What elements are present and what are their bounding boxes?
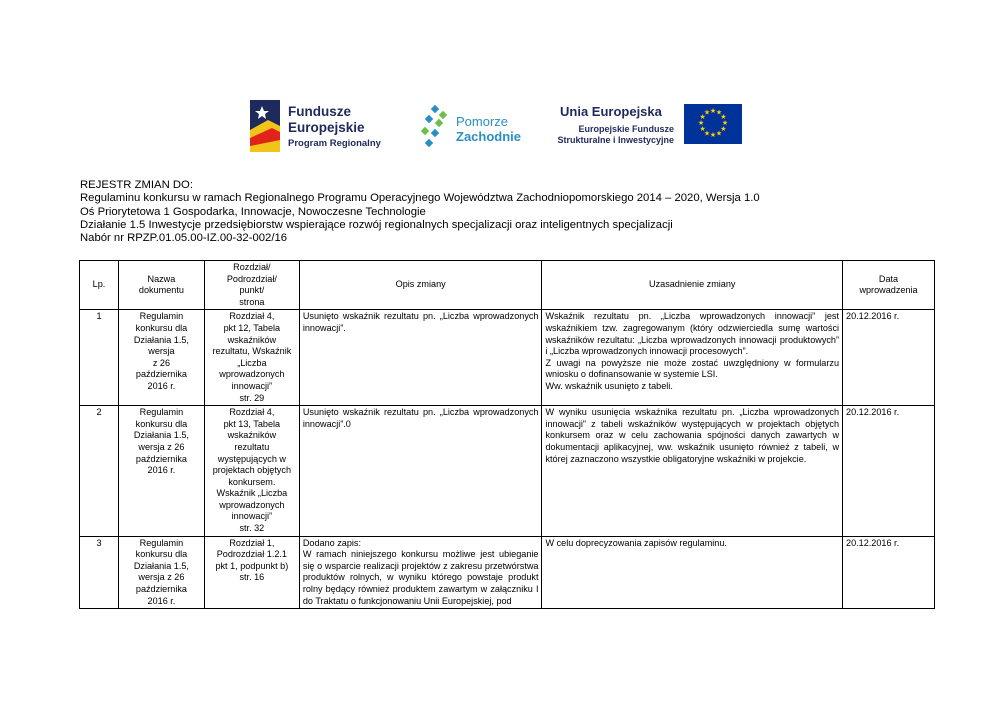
heading-line4: Działanie 1.5 Inwestycje przedsiębiorstw wspierające rozwój regionalnych specjalizacji oraz inteligentnych specjalizacji [80,218,673,231]
row-document [118,310,204,406]
pomorze-zachodnie-logo [418,104,528,152]
header-date-line1: Data [878,273,899,284]
doc-line: Regulamin [139,311,184,322]
header-document-line1: Nazwa [147,273,176,284]
ue-title: Unia Europejska [560,104,662,119]
section-line: str. 29 [239,392,265,403]
header-lp: Lp. [80,261,119,310]
fe-line2: Europejskie [288,120,365,135]
section-line: innowacji” [231,380,273,391]
header-section-line3: punkt/ [239,285,265,296]
svg-text:★: ★ [699,125,706,133]
doc-line: Regulamin [139,537,184,548]
section-line: innowacji” [231,511,273,522]
heading-line3: Oś Priorytetowa 1 Gospodarka, Innowacje, Nowoczesne Technologie [80,205,426,218]
fe-line1: Fundusze [288,104,351,119]
section-line: Rozdział 4, [229,311,275,322]
section-line: pkt 1, podpunkt b) [215,560,289,571]
doc-line: konkursu dla [135,322,188,333]
justification-paragraph: Z uwagi na powyższe nie może zostać uwzględniony w formularzu wniosku o dofinansowanie w systemie LSI. [545,357,840,380]
doc-line: Regulamin [139,407,184,418]
ue-sub-line2: Strukturalne i Inwestycyjne [557,135,674,145]
header-section [204,261,299,310]
description-paragraph: Dodano zapis: [302,537,361,548]
changes-register-table [79,260,935,609]
section-line: wskaźników [227,334,277,345]
svg-text:★: ★ [720,113,727,121]
svg-text:★: ★ [699,113,706,121]
section-line: rezultatu [234,441,270,452]
row-justification: W celu doprecyzowania zapisów regulaminu. [542,536,843,609]
header-justification: Uzasadnienie zmiany [542,261,843,310]
doc-line: 2016 r. [147,595,176,606]
section-line: str. 16 [239,572,265,583]
row-lp: 3 [80,536,119,609]
pomorze-mark-icon [418,104,452,150]
row-lp: 1 [80,310,119,406]
header-section-line4: strona [239,296,265,307]
doc-line: Działania 1.5, [133,430,189,441]
header-section-line1: Rozdział/ [233,262,271,272]
logo-bar [246,94,746,154]
section-line: str. 32 [239,523,265,534]
svg-text:★: ★ [709,107,717,115]
svg-text:★: ★ [703,129,711,138]
row-section [204,536,299,609]
doc-line: wersja z 26 [138,572,185,583]
heading-line5: Nabór nr RPZP.01.05.00-IZ.00-32-002/16 [80,232,288,245]
table-row [80,406,935,537]
doc-line: wersja z 26 [138,441,185,452]
section-line: pkt 13, Tabela [223,418,281,429]
description-paragraph: W ramach niniejszego konkursu możliwe jest ubieganie się o wsparcie realizacji projektów z zakresu przetwórstwa produktów rolnych, w wyniku którego powstaje produkt rolny będący również produktem zawartym w załączniku I do Traktatu o funkcjonowaniu Unii Europejskiej, pod [302,549,539,606]
doc-line: października [135,584,187,595]
doc-line: wersja [148,346,175,357]
header-date [843,261,935,310]
row-lp: 2 [80,406,119,537]
ue-subtitle [552,124,674,146]
doc-line: z 26 [152,357,171,368]
doc-line: konkursu dla [135,549,188,560]
row-date: 20.12.2016 r. [843,406,935,537]
section-line: rezultatu, Wskaźnik [212,346,292,357]
table-row [80,536,935,609]
row-description: Usunięto wskaźnik rezultatu pn. „Liczba wprowadzonych innowacji”. [299,310,542,406]
row-description [299,536,542,609]
section-line: wprowadzonych [219,499,285,510]
section-line: „Liczba [237,357,267,368]
document-heading [80,179,760,245]
doc-line: października [135,369,187,380]
row-section [204,310,299,406]
section-line: wskaźników [227,430,277,441]
section-line: Wskaźnik „Liczba [216,488,288,499]
svg-text:★: ★ [703,108,711,117]
section-line: wprowadzonych [219,369,285,380]
doc-line: 2016 r. [147,380,176,391]
fundusze-europejskie-logo [246,98,396,154]
svg-text:★: ★ [697,119,705,127]
doc-line: Działania 1.5, [133,334,189,345]
ue-sub-line1: Europejskie Fundusze [578,124,674,134]
section-line: pkt 12, Tabela [223,322,281,333]
pz-line1: Pomorze [456,114,509,129]
pz-line2: Zachodnie [456,129,522,144]
section-line: Rozdział 1, [229,537,275,548]
doc-line: października [135,453,187,464]
doc-line: konkursu dla [135,418,188,429]
row-justification [542,310,843,406]
row-document [118,406,204,537]
justification-paragraph: Wskaźnik rezultatu pn. „Liczba wprowadzonych innowacji” jest wskaźnikiem tzw. zagregowanym (który odzwierciedla sumę wartości wskaźników rezultatu: „Liczba wprowadzonych innowacji produktowych” i „Liczba wprowadzonych innowacji procesowych”. [545,311,840,357]
row-date: 20.12.2016 r. [843,310,935,406]
unia-europejska-logo [552,100,746,152]
section-line: występujących w [217,453,286,464]
fe-subtitle: Program Regionalny [288,138,381,149]
section-line: konkursem. [228,476,276,487]
heading-line1: REJESTR ZMIAN DO: [80,179,193,191]
row-description: Usunięto wskaźnik rezultatu pn. „Liczba wprowadzonych innowacji”.0 [299,406,542,537]
header-description: Opis zmiany [299,261,542,310]
doc-line: Działania 1.5, [133,560,189,571]
eu-flag-icon [684,104,742,144]
table-header-row [80,261,935,310]
svg-text:★: ★ [721,119,729,127]
header-section-line2: Podrozdział/ [226,273,277,284]
doc-line: 2016 r. [147,465,176,476]
svg-text:★: ★ [720,125,727,133]
svg-text:★: ★ [715,129,723,138]
header-document [118,261,204,310]
justification-paragraph: Ww. wskaźnik usunięto z tabeli. [545,380,673,391]
header-date-line2: wprowadzenia [859,285,918,296]
section-line: projektach objętych [212,465,292,476]
header-document-line2: dokumentu [138,285,184,296]
row-justification: W wyniku usunięcia wskaźnika rezultatu pn. „Liczba wprowadzonych innowacji” z tabeli wskaźników występujących w projektach objętych konkursem oraz w celu zachowania spójności danych zawartych w dokumentacji aplikacyjnej, ww. wskaźnik usunięto również z tabeli, w której zaznaczono wszystkie obligatoryjne wskaźniki w projekcie. [542,406,843,537]
row-section [204,406,299,537]
table-row [80,310,935,406]
section-line: Podrozdział 1.2.1 [216,549,287,560]
row-document [118,536,204,609]
svg-text:★: ★ [715,108,723,117]
fe-title [288,104,365,136]
svg-text:★: ★ [709,131,717,139]
heading-line2: Regulaminu konkursu w ramach Regionalnego Programu Operacyjnego Województwa Zachodniopomorskiego 2014 – 2020, Wersja 1.0 [80,192,760,205]
section-line: Rozdział 4, [229,407,275,418]
fe-flag-icon [250,100,280,152]
row-date: 20.12.2016 r. [843,536,935,609]
